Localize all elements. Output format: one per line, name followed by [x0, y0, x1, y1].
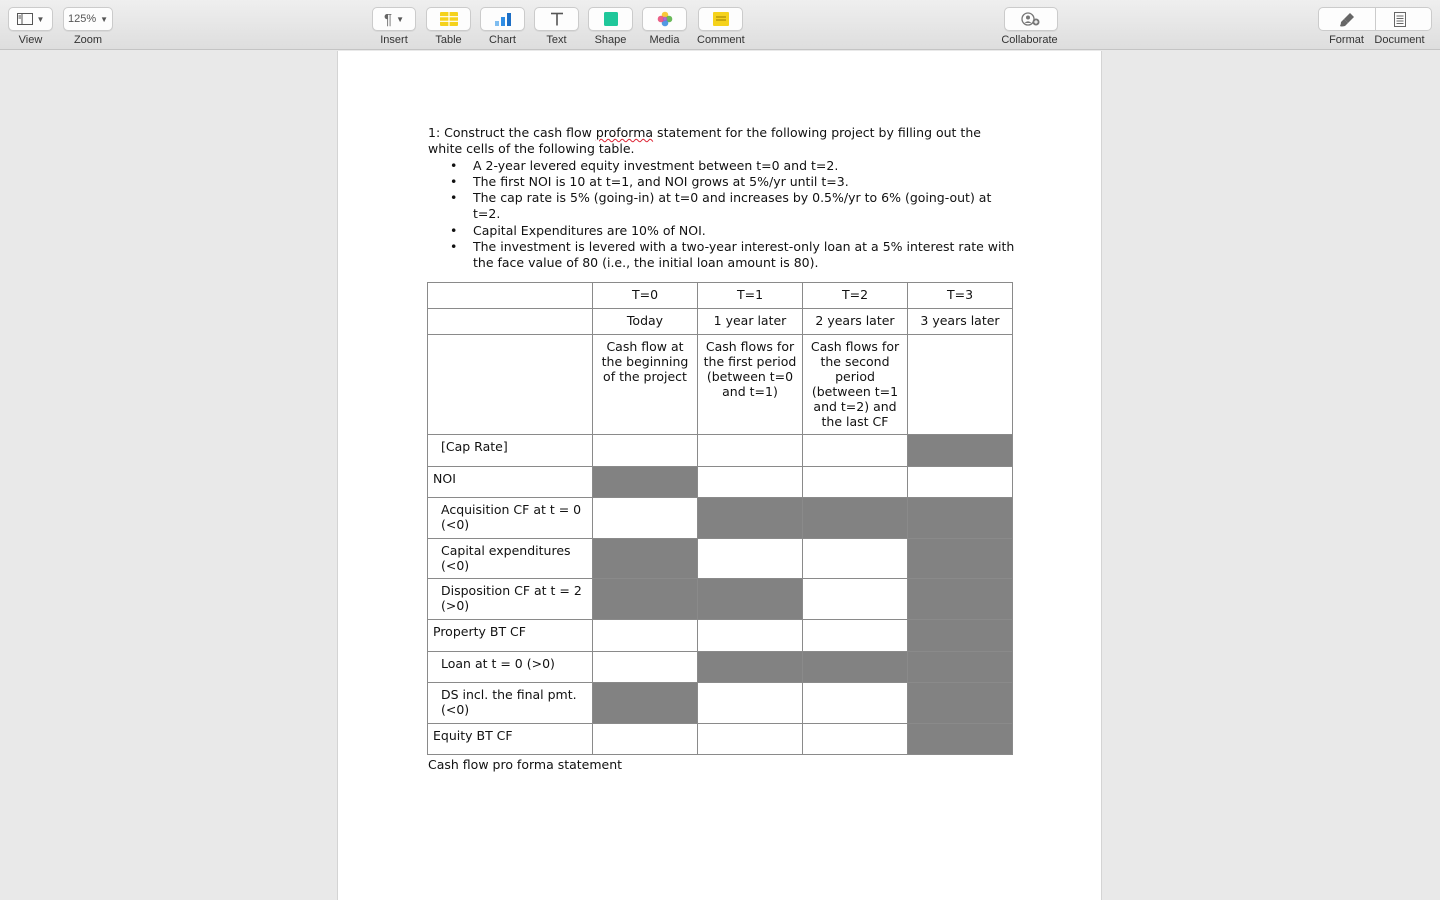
collaborate-tool[interactable] — [1001, 7, 1058, 46]
shaded-cell — [908, 498, 1013, 539]
table-row — [428, 467, 1013, 498]
row-label[interactable]: [Cap Rate] — [428, 435, 593, 467]
column-description[interactable]: Cash flows for the second period (between t=1 and t=2) and the last CF — [803, 335, 908, 435]
shaded-cell — [908, 435, 1013, 467]
insert-menu[interactable] — [372, 7, 416, 46]
input-cell[interactable] — [698, 435, 803, 467]
bar-chart-icon — [495, 13, 511, 26]
document-canvas[interactable] — [0, 51, 1440, 900]
paintbrush-icon — [1339, 12, 1355, 27]
chevron-down-icon: ▼ — [396, 14, 404, 24]
column-header[interactable]: T=3 — [908, 283, 1013, 309]
row-label[interactable]: Property BT CF — [428, 620, 593, 652]
table-button[interactable] — [426, 7, 471, 31]
document-page[interactable] — [337, 51, 1102, 900]
shaded-cell — [908, 724, 1013, 755]
column-description[interactable] — [908, 335, 1013, 435]
shaded-cell — [908, 652, 1013, 683]
row-label[interactable]: DS incl. the final pmt. (<0) — [428, 683, 593, 724]
chart-label: Chart — [489, 34, 516, 46]
collaborate-icon — [1021, 12, 1041, 26]
shape-label: Shape — [594, 34, 627, 46]
chart-button[interactable] — [480, 7, 525, 31]
input-cell[interactable] — [803, 683, 908, 724]
pilcrow-icon: ¶ — [384, 10, 393, 28]
input-cell[interactable] — [698, 683, 803, 724]
shaded-cell — [593, 467, 698, 498]
column-description[interactable]: Cash flows for the first period (between t=0 and t=1) — [698, 335, 803, 435]
shaded-cell — [908, 683, 1013, 724]
text-label: Text — [546, 34, 567, 46]
input-cell[interactable] — [593, 652, 698, 683]
table-label: Table — [435, 34, 462, 46]
bullet-item[interactable]: • The cap rate is 5% (going-in) at t=0 and increases by 0.5%/yr to 6% (going-out) at t=2. — [428, 190, 1018, 223]
text-button[interactable] — [534, 7, 579, 31]
cash-flow-table[interactable] — [427, 282, 1013, 755]
input-cell[interactable] — [803, 467, 908, 498]
photos-flower-icon — [657, 11, 673, 27]
shaded-cell — [908, 620, 1013, 652]
collaborate-button[interactable] — [1004, 7, 1058, 31]
table-row — [428, 498, 1013, 539]
toolbar — [0, 0, 1440, 50]
input-cell[interactable] — [803, 435, 908, 467]
zoom-menu[interactable] — [63, 7, 113, 46]
table-tool[interactable] — [426, 7, 471, 46]
document-tool[interactable] — [1371, 7, 1428, 46]
shaded-cell — [698, 498, 803, 539]
shaded-cell — [803, 498, 908, 539]
bullet-list — [428, 158, 1028, 272]
row-label[interactable]: Acquisition CF at t = 0 (<0) — [428, 498, 593, 539]
input-cell[interactable] — [698, 467, 803, 498]
input-cell[interactable] — [803, 539, 908, 579]
shaded-cell — [698, 579, 803, 620]
input-cell[interactable] — [803, 724, 908, 755]
table-subheader-row — [428, 309, 1013, 335]
table-description-row — [428, 335, 1013, 435]
row-label[interactable]: Disposition CF at t = 2 (>0) — [428, 579, 593, 620]
row-label[interactable]: Equity BT CF — [428, 724, 593, 755]
row-label[interactable]: NOI — [428, 467, 593, 498]
shaded-cell — [593, 683, 698, 724]
shaded-cell — [698, 652, 803, 683]
shape-tool[interactable] — [588, 7, 633, 46]
table-row — [428, 579, 1013, 620]
shape-icon — [604, 12, 618, 26]
column-subheader[interactable]: 2 years later — [803, 309, 908, 335]
table-row — [428, 724, 1013, 755]
media-tool[interactable] — [642, 7, 687, 46]
column-header[interactable]: T=2 — [803, 283, 908, 309]
input-cell[interactable] — [698, 620, 803, 652]
table-row — [428, 683, 1013, 724]
zoom-select[interactable] — [63, 7, 113, 31]
chevron-down-icon: ▼ — [100, 14, 109, 24]
document-button[interactable] — [1394, 7, 1406, 31]
chart-tool[interactable] — [480, 7, 525, 46]
format-label: Format — [1329, 34, 1364, 46]
shaded-cell — [803, 652, 908, 683]
table-row — [428, 620, 1013, 652]
table-row — [428, 435, 1013, 467]
column-header[interactable]: T=1 — [698, 283, 803, 309]
document-icon — [1394, 12, 1406, 27]
text-icon — [550, 12, 564, 26]
sidebar-icon — [17, 13, 33, 25]
format-tool[interactable] — [1318, 7, 1375, 46]
input-cell[interactable] — [593, 498, 698, 539]
table-cell[interactable] — [428, 309, 593, 335]
bullet-item[interactable]: • Capital Expenditures are 10% of NOI. — [428, 223, 1018, 239]
column-header[interactable]: T=0 — [593, 283, 698, 309]
media-button[interactable] — [642, 7, 687, 31]
intro-text-end: statement for the following project by filling out the white cells of the following table. — [428, 125, 981, 157]
chevron-down-icon: ▼ — [36, 14, 45, 24]
comment-button[interactable] — [698, 7, 743, 31]
bullet-item[interactable]: • The investment is levered with a two-year interest-only loan at a 5% interest rate with the face value of 80 (i.e., the initial loan amount is 80). — [428, 239, 1018, 272]
zoom-label: Zoom — [73, 34, 103, 46]
shaded-cell — [908, 579, 1013, 620]
input-cell[interactable] — [593, 724, 698, 755]
column-subheader[interactable]: Today — [593, 309, 698, 335]
column-subheader[interactable]: 1 year later — [698, 309, 803, 335]
input-cell[interactable] — [698, 539, 803, 579]
row-label[interactable]: Loan at t = 0 (>0) — [428, 652, 593, 683]
insert-button[interactable] — [372, 7, 416, 31]
intro-text-start: 1: Construct the cash flow — [428, 125, 596, 140]
input-cell[interactable] — [593, 620, 698, 652]
table-row — [428, 539, 1013, 579]
table-cell[interactable] — [428, 335, 593, 435]
table-header-row — [428, 283, 1013, 309]
input-cell[interactable] — [593, 435, 698, 467]
comment-tool[interactable] — [697, 7, 745, 46]
table-icon — [440, 12, 458, 26]
insert-label: Insert — [380, 34, 408, 46]
intro-paragraph[interactable] — [428, 125, 1008, 158]
input-cell[interactable] — [803, 579, 908, 620]
document-label: Document — [1374, 34, 1425, 46]
row-label[interactable]: Capital expenditures (<0) — [428, 539, 593, 579]
input-cell[interactable] — [803, 620, 908, 652]
column-description[interactable]: Cash flow at the beginning of the project — [593, 335, 698, 435]
bullet-item[interactable]: • The first NOI is 10 at t=1, and NOI grows at 5%/yr until t=3. — [428, 174, 1018, 190]
shaded-cell — [593, 579, 698, 620]
input-cell[interactable] — [908, 467, 1013, 498]
zoom-value: 125% — [67, 13, 97, 25]
comment-label: Comment — [697, 34, 745, 46]
shaded-cell — [908, 539, 1013, 579]
shaded-cell — [593, 539, 698, 579]
view-menu[interactable] — [8, 7, 53, 46]
column-subheader[interactable]: 3 years later — [908, 309, 1013, 335]
misspelled-word[interactable]: proforma — [595, 125, 654, 140]
shape-button[interactable] — [588, 7, 633, 31]
view-label: View — [18, 34, 43, 46]
format-button[interactable] — [1339, 7, 1355, 31]
table-cell[interactable] — [428, 283, 593, 309]
collaborate-label: Collaborate — [1001, 34, 1058, 46]
comment-icon — [713, 12, 729, 26]
view-button[interactable] — [8, 7, 53, 31]
text-tool[interactable] — [534, 7, 579, 46]
input-cell[interactable] — [698, 724, 803, 755]
table-caption[interactable]: Cash flow pro forma statement — [428, 757, 623, 772]
bullet-item[interactable]: • A 2-year levered equity investment between t=0 and t=2. — [428, 158, 1018, 174]
table-row — [428, 652, 1013, 683]
document-body[interactable] — [428, 125, 1028, 272]
media-label: Media — [649, 34, 680, 46]
